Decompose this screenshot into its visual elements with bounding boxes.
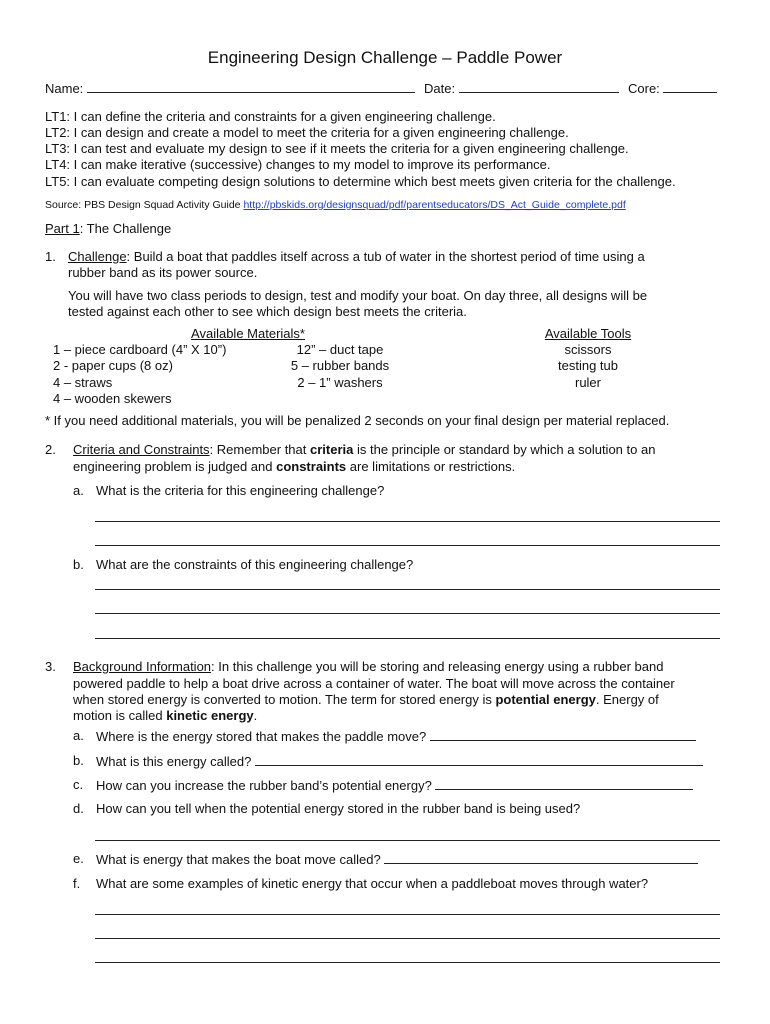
q2a-text: What is the criteria for this engineering challenge? xyxy=(96,483,385,498)
answer-line[interactable] xyxy=(95,613,720,614)
answer-blank[interactable] xyxy=(255,753,703,766)
q3-text: when stored energy is converted to motion. The term for stored energy is xyxy=(73,692,496,707)
tool-item: scissors xyxy=(564,342,612,357)
q3-text: . xyxy=(253,708,258,723)
q3a-letter: a. xyxy=(73,728,84,743)
q1-line2: rubber band as its power source. xyxy=(68,265,258,280)
q3e-letter: e. xyxy=(73,851,84,866)
material-item: 2 - paper cups (8 oz) xyxy=(53,358,173,373)
q3b-text: What is this energy called? xyxy=(96,754,252,769)
answer-blank[interactable] xyxy=(384,851,698,864)
q3e-text: What is energy that makes the boat move called? xyxy=(96,852,381,867)
materials-heading: Available Materials* xyxy=(191,326,305,341)
q1-para-line2: tested against each other to see which design best meets the criteria. xyxy=(68,304,467,319)
q2a-letter: a. xyxy=(73,483,84,498)
q3f-letter: f. xyxy=(73,876,81,891)
name-field xyxy=(45,80,415,97)
q2-text: are limitations or restrictions. xyxy=(346,459,516,474)
q3c-row xyxy=(96,777,693,794)
kinetic-energy-term: kinetic energy xyxy=(166,708,254,723)
q3a-row xyxy=(96,728,696,745)
material-item: 2 – 1” washers xyxy=(297,375,383,390)
q3f-text: What are some examples of kinetic energy that occur when a paddleboat moves through water? xyxy=(96,876,649,891)
potential-energy-term: potential energy xyxy=(495,692,596,707)
learning-target-3: LT3: I can test and evaluate my design to see if it meets the criteria for a given engineering challenge. xyxy=(45,141,629,156)
answer-line[interactable] xyxy=(95,589,720,590)
answer-line[interactable] xyxy=(95,962,720,963)
q2-line1 xyxy=(73,442,655,458)
tool-item: ruler xyxy=(574,375,601,390)
answer-line[interactable] xyxy=(95,521,720,522)
criteria-term: criteria xyxy=(310,442,354,457)
date-label: Date: xyxy=(424,81,456,96)
q3e-row xyxy=(96,851,698,868)
material-item: 5 – rubber bands xyxy=(290,358,390,373)
source-line xyxy=(45,197,626,213)
q3a-text: Where is the energy stored that makes the paddle move? xyxy=(96,729,427,744)
tool-item: testing tub xyxy=(558,358,618,373)
q3-line3 xyxy=(73,692,659,708)
page-title: Engineering Design Challenge – Paddle Power xyxy=(207,48,563,67)
answer-blank[interactable] xyxy=(435,777,693,790)
learning-target-4: LT4: I can make iterative (successive) changes to my model to improve its performance. xyxy=(45,157,551,172)
date-blank[interactable] xyxy=(459,80,619,93)
name-label: Name: xyxy=(45,81,84,96)
q2-text: is the principle or standard by which a solution to an xyxy=(353,442,656,457)
material-item: 4 – wooden skewers xyxy=(53,391,172,406)
q2-text: : Remember that xyxy=(209,442,310,457)
q3-text: motion is called xyxy=(73,708,167,723)
answer-line[interactable] xyxy=(95,545,720,546)
q2-line2 xyxy=(73,459,515,475)
material-item: 1 – piece cardboard (4” X 10”) xyxy=(53,342,227,357)
learning-target-5: LT5: I can evaluate competing design solutions to determine which best meets given criteria for the challenge. xyxy=(45,174,676,189)
answer-blank[interactable] xyxy=(430,728,696,741)
q3d-text: How can you tell when the potential energy stored in the rubber band is being used? xyxy=(96,801,581,816)
date-field xyxy=(424,80,619,97)
learning-target-2: LT2: I can design and create a model to meet the criteria for a given engineering challenge. xyxy=(45,125,569,140)
learning-target-1: LT1: I can define the criteria and constraints for a given engineering challenge. xyxy=(45,109,496,124)
answer-line[interactable] xyxy=(95,638,720,639)
q3-line1 xyxy=(73,659,663,675)
core-blank[interactable] xyxy=(663,80,717,93)
answer-line[interactable] xyxy=(95,914,720,915)
q3-line4 xyxy=(73,708,257,724)
q3-heading: Background Information xyxy=(73,659,212,674)
q3-text: : In this challenge you will be storing and releasing energy using a rubber band xyxy=(211,659,664,674)
material-item: 12” – duct tape xyxy=(296,342,384,357)
core-field xyxy=(628,80,717,97)
tools-heading: Available Tools xyxy=(544,326,632,341)
materials-note: * If you need additional materials, you will be penalized 2 seconds on your final design per material replaced. xyxy=(45,413,670,428)
q3-text: . Energy of xyxy=(595,692,659,707)
q3-number: 3. xyxy=(45,659,56,674)
q1-number: 1. xyxy=(45,249,56,264)
q2b-text: What are the constraints of this engineering challenge? xyxy=(96,557,414,572)
q3c-letter: c. xyxy=(73,777,84,792)
q3-line2: powered paddle to help a boat drive across a container of water. The boat will move across the container xyxy=(73,676,675,691)
answer-line[interactable] xyxy=(95,840,720,841)
q2-heading: Criteria and Constraints xyxy=(73,442,210,457)
answer-line[interactable] xyxy=(95,938,720,939)
constraints-term: constraints xyxy=(276,459,347,474)
q1-para-line1: You will have two class periods to design, test and modify your boat. On day three, all designs will be xyxy=(68,288,648,303)
material-item: 4 – straws xyxy=(53,375,113,390)
q3c-text: How can you increase the rubber band’s potential energy? xyxy=(96,778,432,793)
source-label: Source: PBS Design Squad Activity Guide xyxy=(45,199,241,211)
core-label: Core: xyxy=(628,81,660,96)
q3b-row xyxy=(96,753,703,770)
q2-text: engineering problem is judged and xyxy=(73,459,277,474)
q1-text1: : Build a boat that paddles itself across a tub of water in the shortest period of time using a xyxy=(126,249,645,264)
q3b-letter: b. xyxy=(73,753,84,768)
part1-heading-label: Part 1 xyxy=(45,221,80,236)
q3d-letter: d. xyxy=(73,801,84,816)
q1-line1 xyxy=(68,249,645,265)
part1-heading-rest: : The Challenge xyxy=(79,221,172,236)
q1-heading: Challenge xyxy=(68,249,127,264)
q2-number: 2. xyxy=(45,442,56,457)
source-link[interactable]: http://pbskids.org/designsquad/pdf/parentseducators/DS_Act_Guide_complete.pdf xyxy=(243,199,626,211)
name-blank[interactable] xyxy=(87,80,415,93)
part1-heading xyxy=(45,221,171,237)
q2b-letter: b. xyxy=(73,557,84,572)
